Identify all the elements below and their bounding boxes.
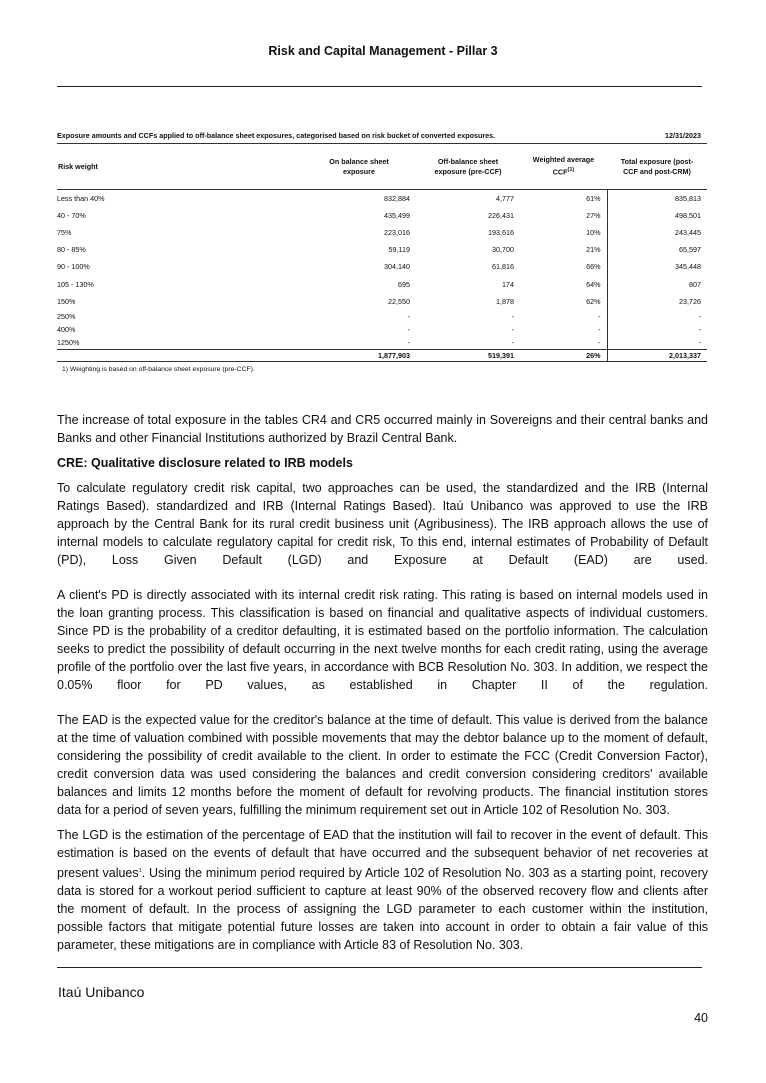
off-balance-value: 30,700 [492,245,514,255]
header-divider [57,86,702,87]
total-value: 65,597 [679,245,701,255]
paragraph-lgd [57,826,708,954]
row-label: 400% [57,324,76,334]
col-on-balance [302,144,416,190]
ccf-value: 62% [520,293,607,310]
col-off-balance-line2: exposure (pre-CCF) [434,166,502,176]
table-row [57,310,707,323]
total-off-balance: 519,391 [416,349,520,361]
col-total-line2: CCF and post-CRM) [623,166,691,176]
off-balance-value: 193,616 [488,228,514,238]
col-on-balance-line2: exposure [343,166,375,176]
total-value: 345,448 [675,262,701,272]
on-balance-value: - [407,337,410,347]
col-total [607,144,707,190]
col-risk-weight: Risk weight [58,161,98,171]
on-balance-value: 695 [398,279,410,289]
intro-paragraph: The increase of total exposure in the tables CR4 and CR5 occurred mainly in Sovereigns and their central banks and Banks and other Financial Institutions authorized by Brazil Central Bank. [57,413,708,445]
ccf-value: - [520,336,607,350]
col-ccf-label: CCF [552,167,568,177]
row-label: 40 - 70% [57,211,86,221]
ccf-value: 64% [520,275,607,292]
off-balance-value: 226,431 [488,211,514,221]
col-ccf [520,144,607,190]
off-balance-value: - [511,311,514,321]
total-ccf: 26% [520,349,607,361]
ccf-value: 21% [520,241,607,258]
table-date: 12/31/2023 [665,131,701,140]
off-balance-value: 61,816 [492,262,514,272]
col-on-balance-line1: On balance sheet [329,156,389,166]
exposure-table [57,144,707,362]
off-balance-value: - [511,324,514,334]
total-value: - [698,311,701,321]
col-total-line1: Total exposure (post- [620,156,694,166]
ccf-value: - [520,310,607,323]
total-on-balance: 1,877,903 [302,349,416,361]
table-caption-row [57,131,707,144]
col-ccf-line1: Weighted average [532,155,595,165]
row-label: Less than 40% [57,194,105,204]
off-balance-value: - [511,337,514,347]
row-label: 90 - 100% [57,262,90,272]
paragraph-ead: The EAD is the expected value for the creditor's balance at the time of default. This value is derived from the balance at the time of valuation combined with possible movements that may the debtor balance up to the moment of default, considering the possibility of credit available to the client. In order to estimate the FCC (Credit Conversion Factor), credit conversion data was used considering the balances and credit conversion considering creditors' available balances and limits 12 months before the moment of default for revolving products. The financial institution stores data for a period of seven years, fulfilling the minimum requirement set out in Article 102 of Resolution No. 303. [57,713,708,817]
total-value: 243,445 [675,228,701,238]
on-balance-value: 435,499 [384,211,410,221]
table-row [57,207,707,224]
ccf-value: 61% [520,190,607,208]
table-footnote: 1) Weighting is based on off-balance sheet exposure (pre-CCF). [62,365,255,373]
row-label: 150% [57,296,76,306]
paragraph-pd: A client's PD is directly associated with its internal credit risk rating. This rating is based on internal models used in the loan granting process. This classification is based on financial and qualitative aspects of individual customers. Since PD is the probability of a creditor defaulting, it is estimated based on the portfolio information. The calculation seeks to predict the possibility of default occurring in the next twelve months for each credit rating, using the average profile of the portfolio over the last five years, in accordance with BCB Resolution No. 303. In addition, we respect the 0.05% floor for PD values, as established in Chapter II of the regulation. [57,588,708,692]
footer-divider [57,967,702,968]
table-row [57,241,707,258]
page-number: 40 [694,1011,708,1025]
footer-company-name: Itaú Unibanco [58,984,145,1000]
col-off-balance-line1: Off-balance sheet [437,156,499,166]
off-balance-value: 174 [502,279,514,289]
row-label: 1250% [57,337,80,347]
col-ccf-line2 [521,165,606,177]
table-row [57,323,707,336]
paragraph-irb-approach: To calculate regulatory credit risk capital, two approaches can be used, the standardized and the IRB (Internal Ratings Based). standardized and IRB (Internal Ratings Based). Itaú Unibanco was approved to use the IRB approach by the Central Bank for its rural credit business unit (Agribusiness). The IRB approach allows the use of internal models to calculate regulatory capital for credit risk, To this end, internal estimates of Probability of Default (PD), Loss Given Default (LGD) and Exposure at Default (EAD) are used. [57,481,708,567]
total-value: 835,813 [675,194,701,204]
ccf-value: - [520,323,607,336]
table-total-row [57,349,707,361]
table-row [57,275,707,292]
row-label: 75% [57,228,72,238]
total-value: 498,501 [675,211,701,221]
on-balance-value: 304,140 [384,262,410,272]
table-body [57,190,707,362]
on-balance-value: 22,550 [388,296,410,306]
table-header-row [57,144,707,190]
off-balance-value: 4,777 [496,194,514,204]
page-header-title: Risk and Capital Management - Pillar 3 [268,44,498,58]
paragraph-lgd-part2: . Using the minimum period required by Article 102 of Resolution No. 303 as a starting point, recovery data is stored for a workout period sufficient to capture at least 90% of the observed recovery flow and clients after the moment of default. In the process of assigning the LGD parameter to each customer within the institution, possible factors that mitigate potential future losses are taken into account in order to obtain a fair value of this parameter, these mitigations are in compliance with Article 83 of Resolution No. 303. [57,866,708,953]
total-value: 807 [689,279,701,289]
total-exposure: 2,013,337 [607,349,707,361]
col-off-balance [416,144,520,190]
total-value: 23,726 [679,296,701,306]
ccf-value: 10% [520,224,607,241]
off-balance-value: 1,878 [496,296,514,306]
total-row-label [57,349,302,361]
total-value: - [698,324,701,334]
ccf-value: 66% [520,258,607,275]
exposure-table-section [57,131,707,373]
on-balance-value: - [407,311,410,321]
table-row [57,336,707,350]
table-row [57,293,707,310]
on-balance-value: 223,016 [384,228,410,238]
row-label: 80 - 85% [57,245,86,255]
on-balance-value: 59,119 [388,245,410,255]
row-label: 250% [57,311,76,321]
table-row [57,224,707,241]
on-balance-value: 832,884 [384,194,410,204]
table-row [57,258,707,275]
paragraph-lgd-part1: The LGD is the estimation of the percentage of EAD that the institution will fail to recover in the event of default. This estimation is based on the events of default that have occurred and the subsequent behavior of net recoveries at present values [57,828,708,881]
on-balance-value: - [407,324,410,334]
col-ccf-footnote-ref: (1) [567,167,575,174]
table-row [57,190,707,208]
body-text [57,411,708,954]
lgd-footnote-ref: 1 [138,868,142,874]
table-caption: Exposure amounts and CCFs applied to off-balance sheet exposures, categorised based on risk bucket of converted exposures. [57,131,496,140]
row-label: 105 - 130% [57,279,94,289]
total-value: - [698,337,701,347]
section-heading: CRE: Qualitative disclosure related to IRB models [57,456,353,470]
ccf-value: 27% [520,207,607,224]
